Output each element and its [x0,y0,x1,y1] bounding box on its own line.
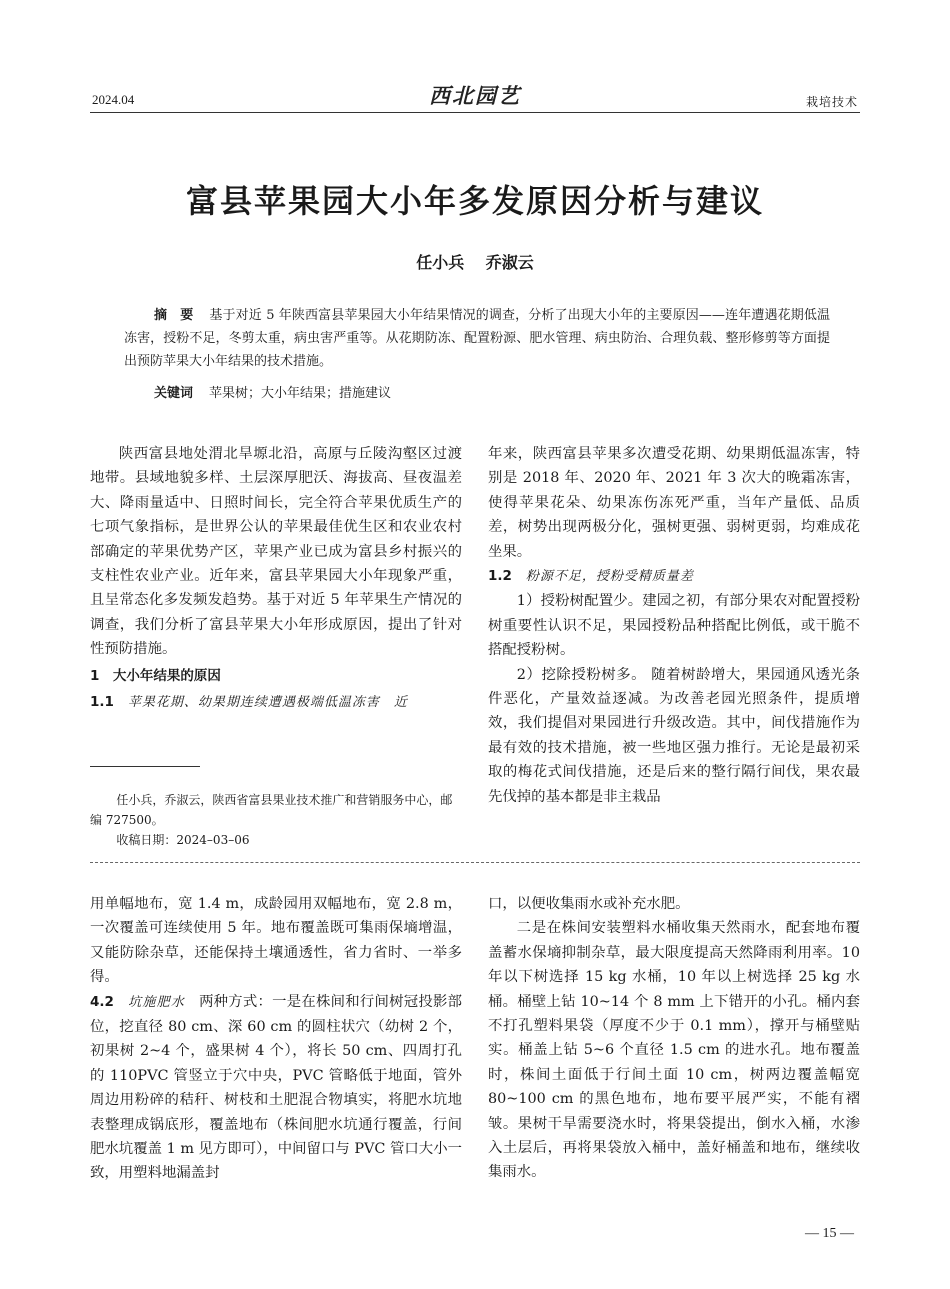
continued-paragraph: 用单幅地布，宽 1.4 m，成龄园用双幅地布，宽 2.8 m，一次覆盖可连续使用 5 年。地布覆盖既可集雨保墒增温，又能防除杂草，还能保持土壤通透性，省力省时、一举多得。 [90,896,462,986]
heading-number: 4.2 [90,993,114,1010]
authors [0,250,950,273]
journal-logo: 西北园艺 [429,83,521,108]
subsection-4-2 [90,990,462,1186]
heading-text: 粉源不足，授粉受精质量差 [525,569,694,585]
footnote [90,790,462,850]
continued-paragraph: 口，以便收集雨水或补充水肥。 [488,896,690,912]
continued-paragraph: 年来，陕西富县苹果多次遭受花期、幼果期低温冻害，特别是 2018 年、2020 年、2021 年 3 次大的晚霜冻害，使得苹果花朵、幼果冻伤冻死严重，当年产量低、品质差，树势出现两极分化，强树更强、弱树更弱，均难成花坐果。 [488,446,860,560]
subsection-heading-1-2 [488,564,860,589]
author-affiliation: 任小兵，乔淑云，陕西省富县果业技术推广和营销服务中心，邮编 727500。 [90,793,453,827]
received-date: 收稿日期：2024–03–06 [116,833,250,847]
right-column-top [488,442,860,809]
section-label: 栽培技术 [805,95,858,109]
abstract-text: 基于对近 5 年陕西富县苹果园大小年结果情况的调查，分析了出现大小年的主要原因——连年遭遇花期低温冻害，授粉不足，冬剪太重，病虫害严重等。从花期防冻、配置粉源、肥水管理、病虫防治、合理负载、整形修剪等方面提出预防苹果大小年结果的技术措施。 [124,308,830,369]
left-column-bottom [90,892,462,1186]
section-heading-1: 1 大小年结果的原因 [90,667,221,684]
paragraph: 1）授粉树配置少。建园之初，有部分果农对配置授粉树重要性认识不足，果园授粉品种搭配比例低，或干脆不搭配授粉树。 [488,593,860,659]
paragraph: 二是在株间安装塑料水桶收集天然雨水，配套地布覆盖蓄水保墒抑制杂草，最大限度提高天然降雨利用率。10 年以下树选择 15 kg 水桶，10 年以上树选择 25 kg 水桶。桶壁上钻 10~14 个 8 mm 上下错开的小孔。桶内套不打孔塑料果袋（厚度不少于 0.1 mm），撑开与桶壁贴实。桶盖上钻 5~6 个直径 1.5 cm 的进水孔。地布覆盖时，株间土面低于行间土面 10 cm，树两边覆盖幅宽 80~100 cm 的黑色地布，地布要平展严实，不能有褶皱。果树干旱需要浇水时，将果袋提出，倒水入桶，水渗入土层后，再将果袋放入桶中，盖好桶盖和地布，继续收集雨水。 [488,920,860,1181]
heading-text: 坑施肥水 [127,994,186,1010]
article-title: 富县苹果园大小年多发原因分析与建议 [185,182,764,220]
continuation-divider [90,862,860,863]
heading-number: 1.1 [90,694,114,711]
footnote-rule [90,766,200,767]
abstract-label: 摘 要 [154,308,194,323]
heading-text: 苹果花期、幼果期连续遭遇极端低温冻害 近 [127,695,408,711]
author-1: 任小兵 [416,253,465,272]
author-2: 乔淑云 [485,253,534,272]
keywords-label: 关键词 [154,386,194,401]
paragraph: 两种方式：一是在株间和行间树冠投影部位，挖直径 80 cm、深 60 cm 的圆柱状穴（幼树 2 个，初果树 2~4 个，盛果树 4 个），将长 50 cm、四周打孔的 110PVC 管竖立于穴中央，PVC 管略低于地面，管外周边用粉碎的秸秆、树枝和土肥混合物填实，将肥水坑地表整理成锅底形，覆盖地布（株间肥水坑通行覆盖，行间肥水坑覆盖 1 m 见方即可），中间留口与 PVC 管口大小一致，用塑料地漏盖封 [90,993,462,1182]
left-column-top [90,442,462,715]
issue-date: 2024.04 [92,92,135,107]
heading-number: 1.2 [488,568,512,585]
keywords-text: 苹果树；大小年结果；措施建议 [209,386,392,401]
right-column-bottom [488,892,860,1185]
keywords [154,382,830,405]
page-number: — 15 — [805,1226,854,1241]
paragraph: 2）挖除授粉树多。 随着树龄增大，果园通风透光条件恶化，产量效益逐减。为改善老园光照条件，提质增效，我们提倡对果园进行升级改造。其中，间伐措施作为最有效的技术措施，被一些地区强力推行。无论是最初采取的梅花式间伐措施，还是后来的整行隔行间伐，果农最先伐掉的基本都是非主栽品 [488,666,860,805]
header-rule [90,112,860,113]
intro-paragraph: 陕西富县地处渭北旱塬北沿，高原与丘陵沟壑区过渡地带。县域地貌多样、土层深厚肥沃、海拔高、昼夜温差大、降雨量适中、日照时间长，完全符合苹果优质生产的七项气象指标，是世界公认的苹果最佳优生区和农业农村部确定的苹果优势产区，苹果产业已成为富县乡村振兴的支柱性农业产业。近年来，富县苹果园大小年现象严重，且呈常态化多发频发趋势。基于对近 5 年苹果生产情况的调查，我们分析了富县苹果大小年形成原因，提出了针对性预防措施。 [90,446,462,658]
abstract [124,304,830,373]
subsection-heading-1-1 [90,690,462,715]
